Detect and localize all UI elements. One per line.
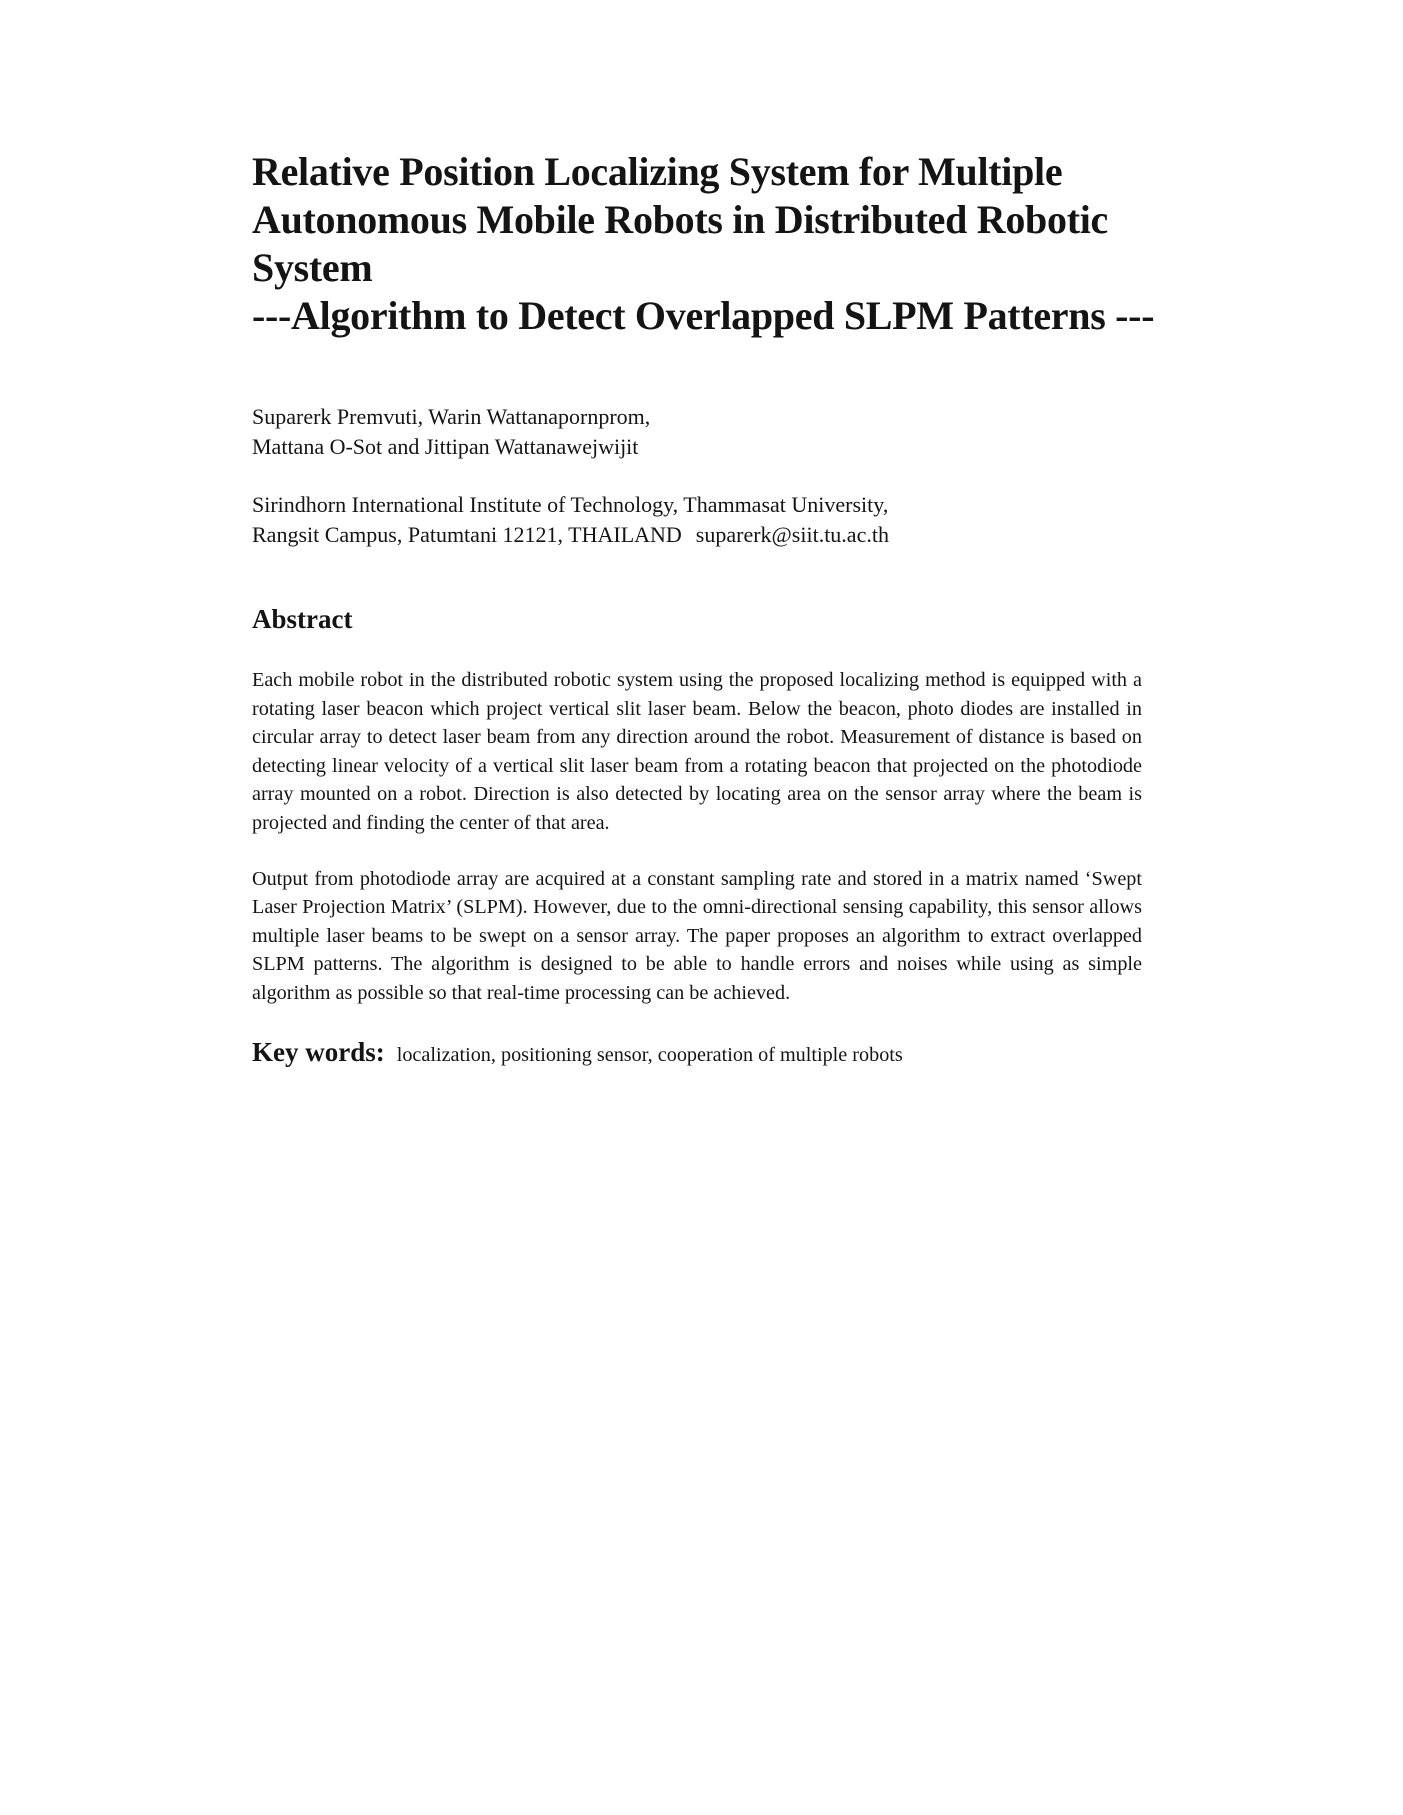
author-list (252, 402, 1142, 462)
keywords-text: localization, positioning sensor, cooperation of multiple robots (396, 1043, 903, 1066)
keywords (252, 1036, 1142, 1071)
abstract-paragraph: Output from photodiode array are acquired at a constant sampling rate and stored in a matrix named ‘Swept Laser Projection Matrix’ (SLPM). However, due to the omni-directional sensing capability, this sensor allows multiple laser beams to be swept on a sensor array. The paper proposes an algorithm to extract overlapped SLPM patterns. The algorithm is designed to be able to handle errors and noises while using as simple algorithm as possible so that real-time processing can be achieved. (252, 867, 1142, 1004)
author-line: Mattana O-Sot and Jittipan Wattanawejwijit (252, 434, 639, 459)
abstract-paragraph: Each mobile robot in the distributed robotic system using the proposed localizing method is equipped with a rotating laser beacon which project vertical slit laser beam. Below the beacon, photo diodes are installed in circular array to detect laser beam from any direction around the robot. Measurement of distance is based on detecting linear velocity of a vertical slit laser beam from a rotating beacon that projected on the photodiode array mounted on a robot. Direction is also detected by locating area on the sensor array where the beam is projected and finding the center of that area. (252, 669, 1142, 834)
paper-column (252, 148, 1155, 1071)
author-email: suparerk@siit.tu.ac.th (695, 522, 889, 547)
keywords-label: Key words: (252, 1036, 385, 1067)
affiliation (252, 490, 1142, 550)
title-line: Autonomous Mobile Robots in Distributed Robotic (252, 197, 1108, 242)
abstract-heading: Abstract (252, 604, 353, 634)
title-line: System (252, 245, 373, 290)
title-line: Relative Position Localizing System for Multiple (252, 149, 1063, 194)
paper-title (252, 148, 1155, 340)
affiliation-line (252, 520, 1142, 550)
paper-subtitle: ---Algorithm to Detect Overlapped SLPM Patterns --- (252, 293, 1155, 338)
author-line: Suparerk Premvuti, Warin Wattanapornprom, (252, 404, 651, 429)
affiliation-line: Sirindhorn International Institute of Technology, Thammasat University, (252, 492, 889, 517)
affiliation-address: Rangsit Campus, Patumtani 12121, THAILAND (252, 522, 682, 547)
